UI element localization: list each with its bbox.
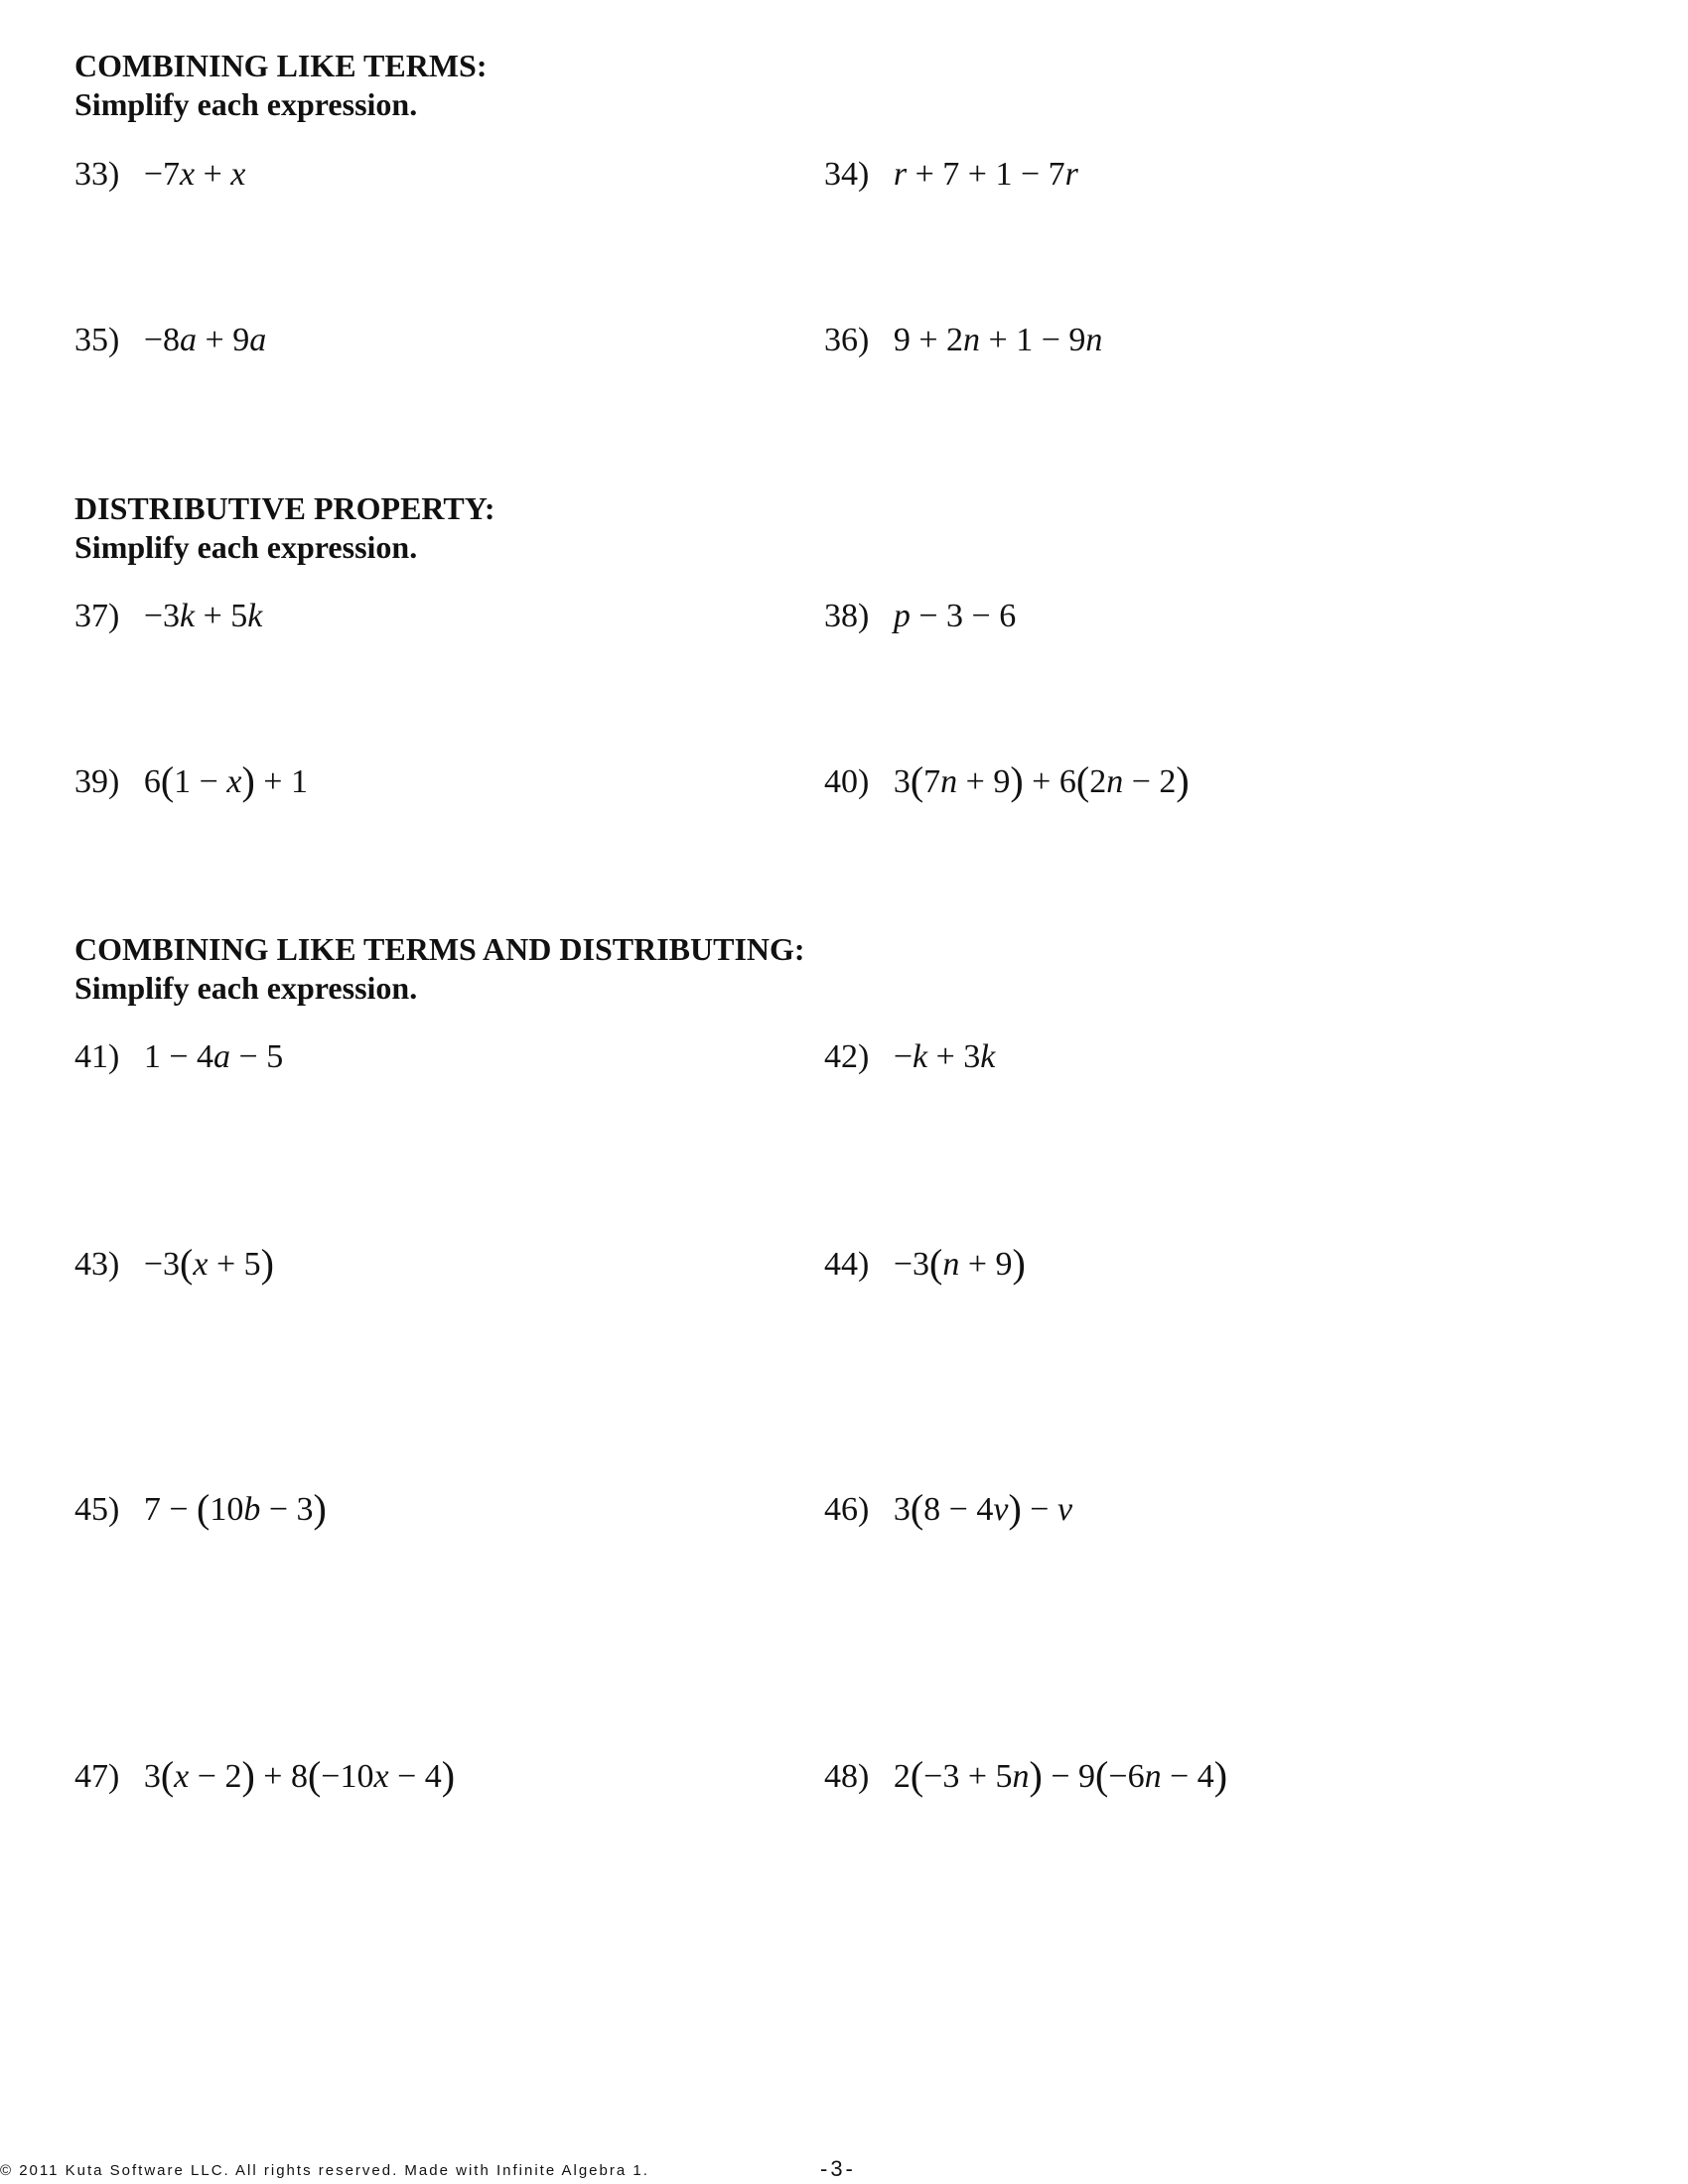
problem-37 bbox=[74, 597, 262, 636]
problem-expression: 3(x − 2) + 8(−10x − 4) bbox=[143, 1753, 456, 1798]
problem-number: 34) bbox=[824, 156, 870, 193]
problem-expression: 7 − (10b − 3) bbox=[143, 1486, 327, 1531]
problem-number: 44) bbox=[824, 1246, 870, 1283]
problem-number: 41) bbox=[74, 1038, 120, 1075]
problem-47 bbox=[74, 1753, 456, 1798]
problem-number: 35) bbox=[74, 322, 120, 358]
copyright-notice: © 2011 Kuta Software LLC. All rights reserved. Made with Infinite Algebra 1. bbox=[0, 2162, 649, 2179]
problem-45 bbox=[74, 1486, 327, 1531]
problem-expression: 2(−3 + 5n) − 9(−6n − 4) bbox=[893, 1753, 1228, 1798]
problem-38 bbox=[824, 597, 1016, 636]
section-title: COMBINING LIKE TERMS AND DISTRIBUTING: bbox=[74, 931, 805, 967]
problem-expression: −7x + x bbox=[143, 156, 246, 193]
problem-35 bbox=[74, 321, 266, 360]
problem-39 bbox=[74, 758, 308, 803]
problem-expression: 3(7n + 9) + 6(2n − 2) bbox=[893, 758, 1190, 803]
problem-number: 43) bbox=[74, 1246, 120, 1283]
problem-34 bbox=[824, 155, 1078, 195]
problem-expression: 6(1 − x) + 1 bbox=[143, 758, 308, 803]
section-instruction: Simplify each expression. bbox=[74, 86, 418, 122]
page-number: -3- bbox=[820, 2156, 856, 2181]
section-instruction: Simplify each expression. bbox=[74, 529, 418, 565]
page-footer bbox=[0, 2156, 1688, 2184]
problem-43 bbox=[74, 1241, 274, 1286]
problem-number: 46) bbox=[824, 1491, 870, 1528]
problem-42 bbox=[824, 1037, 995, 1077]
problem-expression: −3(x + 5) bbox=[143, 1241, 274, 1286]
problem-number: 42) bbox=[824, 1038, 870, 1075]
problem-number: 48) bbox=[824, 1758, 870, 1795]
problem-expression: r + 7 + 1 − 7r bbox=[893, 156, 1078, 193]
problem-expression: p − 3 − 6 bbox=[893, 598, 1017, 634]
problem-40 bbox=[824, 758, 1190, 803]
section-title: COMBINING LIKE TERMS: bbox=[74, 48, 488, 83]
problem-number: 37) bbox=[74, 598, 120, 634]
problem-46 bbox=[824, 1486, 1073, 1531]
problem-36 bbox=[824, 321, 1102, 360]
problem-41 bbox=[74, 1037, 283, 1077]
problem-expression: −3k + 5k bbox=[143, 598, 263, 634]
problem-expression: 1 − 4a − 5 bbox=[143, 1038, 284, 1075]
section-heading-distributive-property bbox=[74, 489, 495, 567]
problem-48 bbox=[824, 1753, 1228, 1798]
problem-number: 45) bbox=[74, 1491, 120, 1528]
problem-number: 47) bbox=[74, 1758, 120, 1795]
problem-expression: −8a + 9a bbox=[143, 322, 267, 358]
problem-number: 39) bbox=[74, 763, 120, 800]
problem-number: 36) bbox=[824, 322, 870, 358]
problem-expression: −k + 3k bbox=[893, 1038, 996, 1075]
problem-44 bbox=[824, 1241, 1026, 1286]
problem-expression: 3(8 − 4v) − v bbox=[893, 1486, 1073, 1531]
section-instruction: Simplify each expression. bbox=[74, 970, 418, 1006]
section-heading-combining-and-distributing bbox=[74, 930, 805, 1008]
problem-number: 38) bbox=[824, 598, 870, 634]
problem-33 bbox=[74, 155, 245, 195]
problem-expression: 9 + 2n + 1 − 9n bbox=[893, 322, 1103, 358]
problem-number: 40) bbox=[824, 763, 870, 800]
section-title: DISTRIBUTIVE PROPERTY: bbox=[74, 490, 495, 526]
section-heading-combining-like-terms bbox=[74, 47, 487, 124]
problem-expression: −3(n + 9) bbox=[893, 1241, 1026, 1286]
problem-number: 33) bbox=[74, 156, 120, 193]
